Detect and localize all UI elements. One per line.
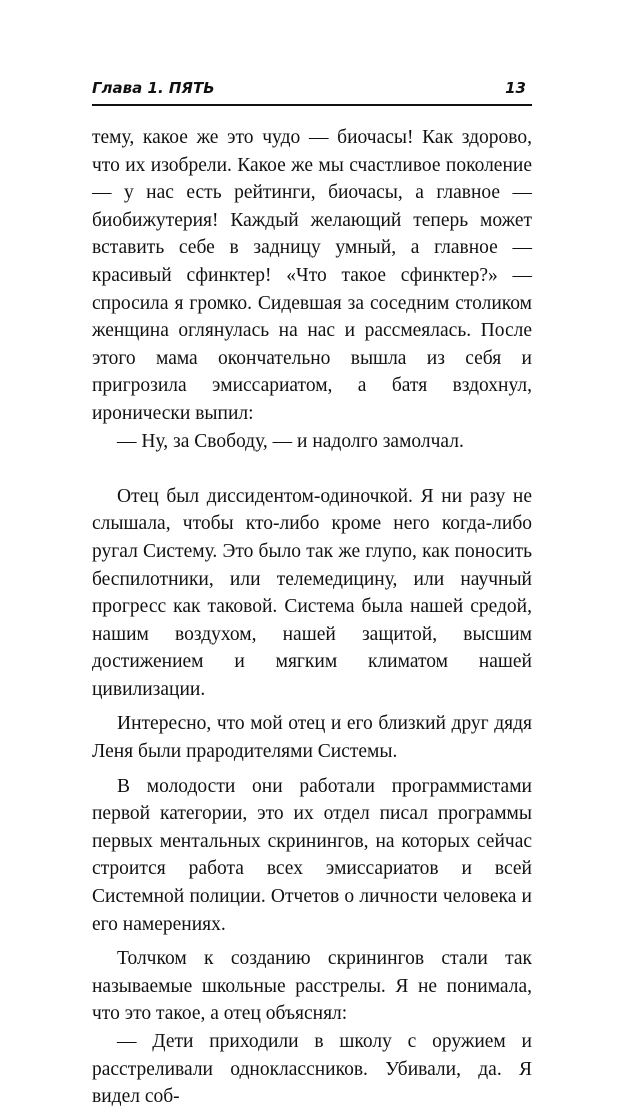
paragraph: В молодости они работали программистами первой категории, это их отдел писал программы первых ментальных скринингов, на которых сейчас строится работа всех эмиссариатов и всей Системной полиции. Отчетов о личности человека и его намерениях.: [92, 775, 532, 935]
body-text: [92, 124, 532, 1111]
dialogue-line: — Ну, за Свободу, — и надолго замолчал.: [117, 430, 464, 452]
running-head: [92, 76, 532, 106]
paragraph: Толчком к созданию скринингов стали так называемые школьные расстрелы. Я не понимала, что это такое, а отец объяснял:: [92, 948, 532, 1025]
dialogue-line: — Дети приходили в школу с оружием и расстреливали одноклассников. Убивали, да. Я видел соб-: [92, 1031, 532, 1108]
chapter-title: Глава 1. ПЯТЬ: [92, 79, 215, 97]
page-number: 13: [505, 79, 526, 97]
paragraph: Интересно, что мой отец и его близкий друг дядя Леня были прародителями Системы.: [92, 713, 532, 763]
paragraph: тему, какое же это чудо — биочасы! Как здорово, что их изобрели. Какое же мы счастливое поколение — у нас есть рейтинги, биочасы, а главное — биобижутерия! Каждый желающий теперь может вставить себе в задницу умный, а главное — красивый сфинктер! «Что такое сфинктер?» — спросила я громко. Сидевшая за соседним столиком женщина оглянулась на нас и рассмеялась. После этого мама окончательно вышла из себя и пригрозила эмиссариатом, а батя вздохнул, иронически выпил:: [92, 127, 532, 424]
paragraph: Отец был диссидентом-одиночкой. Я ни разу не слышала, чтобы кто-либо кроме него когда-либо ругал Систему. Это было так же глупо, как поносить беспилотники, или телемедицину, или научный прогресс как таковой. Система была нашей средой, нашим воздухом, нашей защитой, высшим достижением и мягким климатом нашей цивилизации.: [92, 485, 532, 700]
